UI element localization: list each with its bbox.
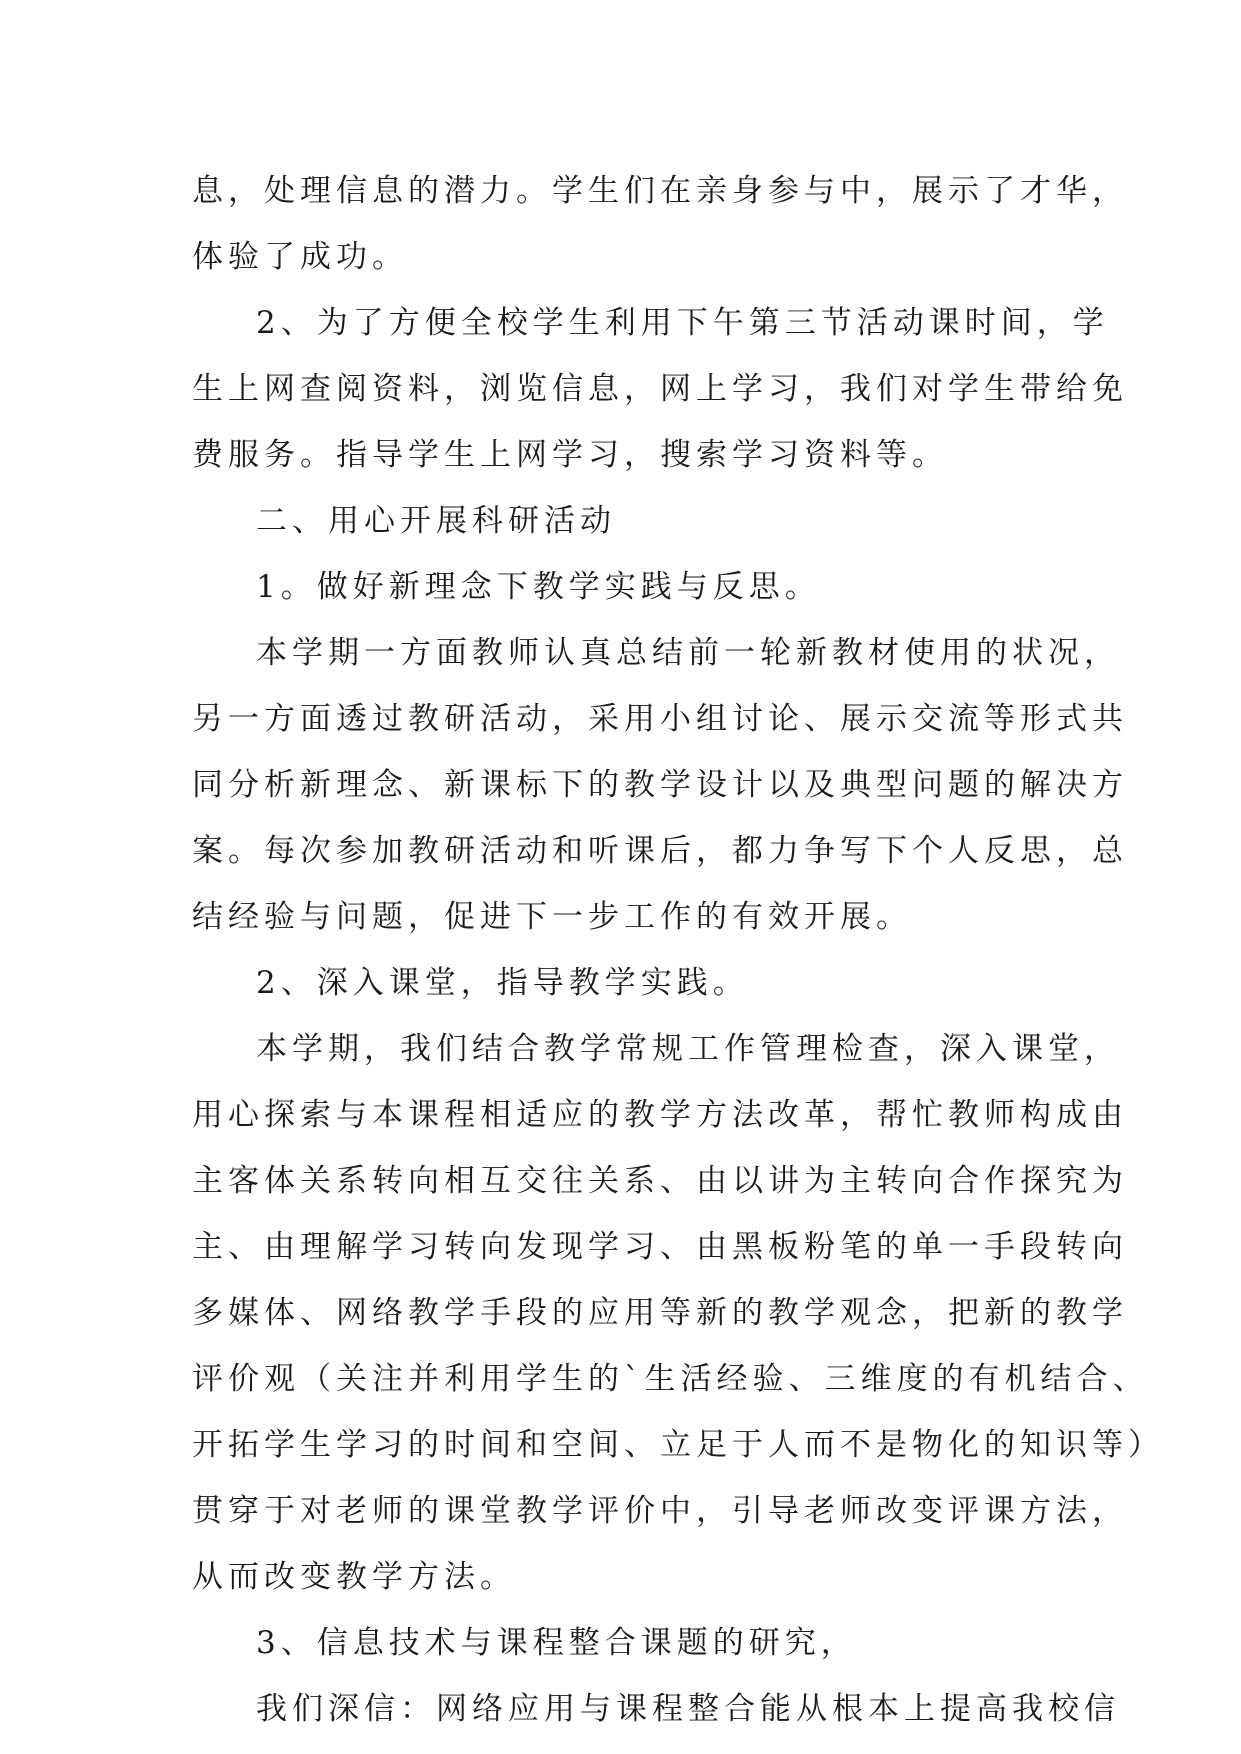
- text-line: 体验了成功。: [192, 239, 408, 275]
- text-line: 生上网查阅资料，浏览信息，网上学习，我们对学生带给免: [192, 371, 1128, 407]
- text-line: 主、由理解学习转向发现学习、由黑板粉笔的单一手段转向: [192, 1229, 1128, 1265]
- section-heading: 二、用心开展科研活动: [256, 503, 616, 539]
- text-line: 结经验与问题，促进下一步工作的有效开展。: [192, 899, 912, 935]
- text-line: 2、为了方便全校学生利用下午第三节活动课时间，学: [256, 305, 1109, 341]
- text-line: 另一方面透过教研活动，采用小组讨论、展示交流等形式共: [192, 701, 1128, 737]
- subsection-heading: 2、深入课堂，指导教学实践。: [256, 965, 749, 1001]
- text-line: 本学期，我们结合教学常规工作管理检查，深入课堂，: [256, 1031, 1120, 1067]
- text-line: 我们深信：网络应用与课程整合能从根本上提高我校信: [256, 1691, 1120, 1727]
- text-line: 同分析新理念、新课标下的教学设计以及典型问题的解决方: [192, 767, 1128, 803]
- text-line: 息，处理信息的潜力。学生们在亲身参与中，展示了才华，: [192, 173, 1128, 209]
- text-line: 开拓学生学习的时间和空间、立足于人而不是物化的知识等）: [192, 1427, 1164, 1463]
- text-line: 从而改变教学方法。: [192, 1559, 516, 1595]
- text-line: 本学期一方面教师认真总结前一轮新教材使用的状况，: [256, 635, 1120, 671]
- text-line: 贯穿于对老师的课堂教学评价中，引导老师改变评课方法，: [192, 1493, 1128, 1529]
- text-line: 用心探索与本课程相适应的教学方法改革，帮忙教师构成由: [192, 1097, 1128, 1133]
- subsection-heading: 3、信息技术与课程整合课题的研究，: [256, 1625, 857, 1661]
- text-line: 费服务。指导学生上网学习，搜索学习资料等。: [192, 437, 948, 473]
- text-line: 主客体关系转向相互交往关系、由以讲为主转向合作探究为: [192, 1163, 1128, 1199]
- text-line: 多媒体、网络教学手段的应用等新的教学观念，把新的教学: [192, 1295, 1128, 1331]
- text-line: 评价观（关注并利用学生的`生活经验、三维度的有机结合、: [192, 1361, 1149, 1397]
- subsection-heading: 1。做好新理念下教学实践与反思。: [256, 569, 821, 605]
- body-text: [192, 158, 1164, 1742]
- text-line: 案。每次参加教研活动和听课后，都力争写下个人反思，总: [192, 833, 1128, 869]
